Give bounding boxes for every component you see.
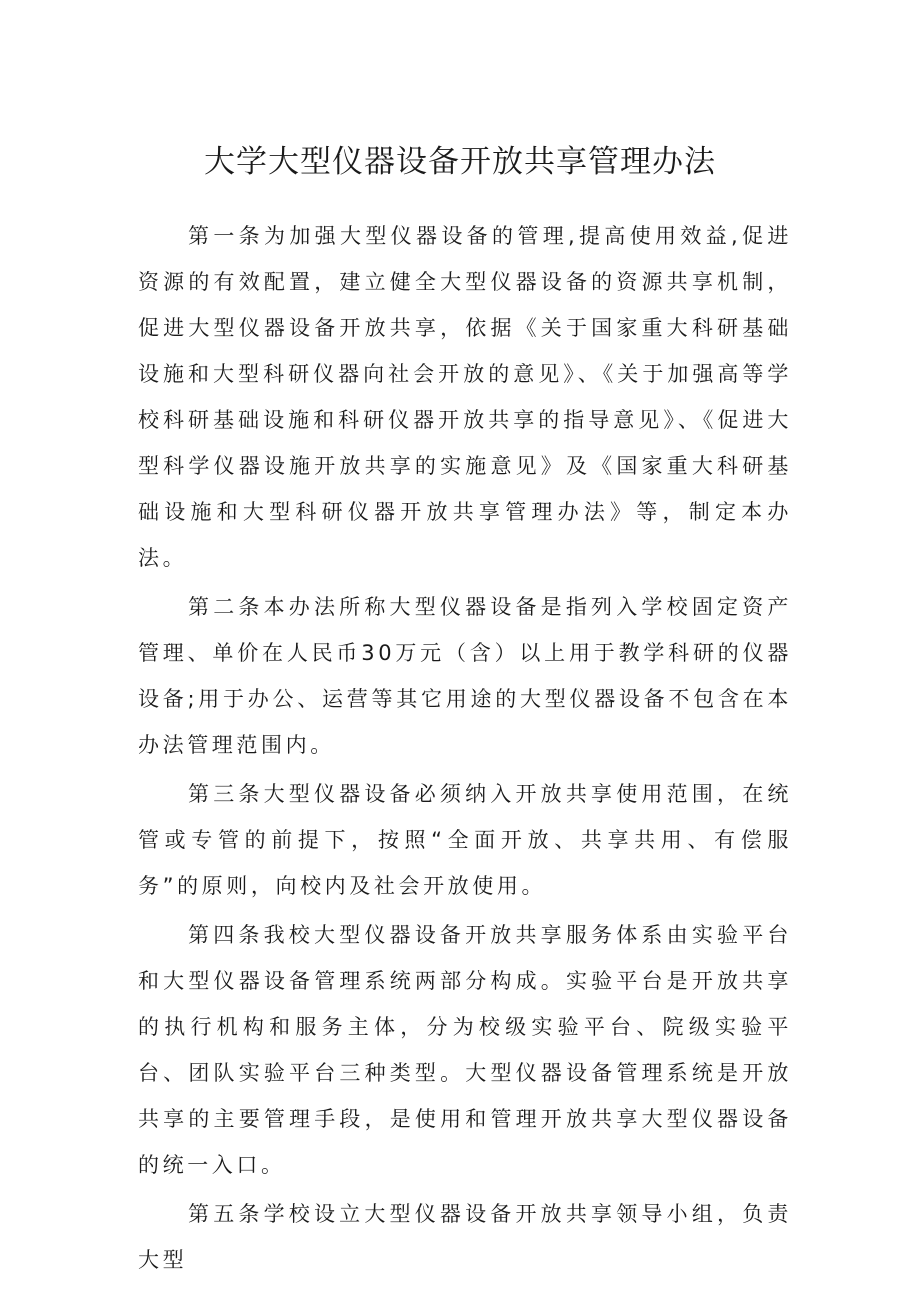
document-title: 大学大型仪器设备开放共享管理办法 [204,144,716,180]
article-2-paragraph: 第二条本办法所称大型仪器设备是指列入学校固定资产管理、单价在人民币30万元（含）以上用于教学科研的仪器设备;用于办公、运营等其它用途的大型仪器设备不包含在本办法管理范围内。 [138,595,792,757]
document-body [138,213,792,1283]
article-3-paragraph: 第三条大型仪器设备必须纳入开放共享使用范围，在统管或专管的前提下，按照“全面开放、共享共用、有偿服务”的原则，向校内及社会开放使用。 [138,782,792,898]
article-4-paragraph: 第四条我校大型仪器设备开放共享服务体系由实验平台和大型仪器设备管理系统两部分构成。实验平台是开放共享的执行机构和服务主体，分为校级实验平台、院级实验平台、团队实验平台三种类型。大型仪器设备管理系统是开放共享的主要管理手段，是使用和管理开放共享大型仪器设备的统一入口。 [138,923,792,1177]
article-1-paragraph: 第一条为加强大型仪器设备的管理,提高使用效益,促进资源的有效配置，建立健全大型仪器设备的资源共享机制，促进大型仪器设备开放共享，依据《关于国家重大科研基础设施和大型科研仪器向社会开放的意见》、《关于加强高等学校科研基础设施和科研仪器开放共享的指导意见》、《促进大型科学仪器设施开放共享的实施意见》及《国家重大科研基础设施和大型科研仪器开放共享管理办法》等，制定本办法。 [138,224,792,570]
article-5-paragraph: 第五条学校设立大型仪器设备开放共享领导小组，负责大型 [138,1202,792,1272]
